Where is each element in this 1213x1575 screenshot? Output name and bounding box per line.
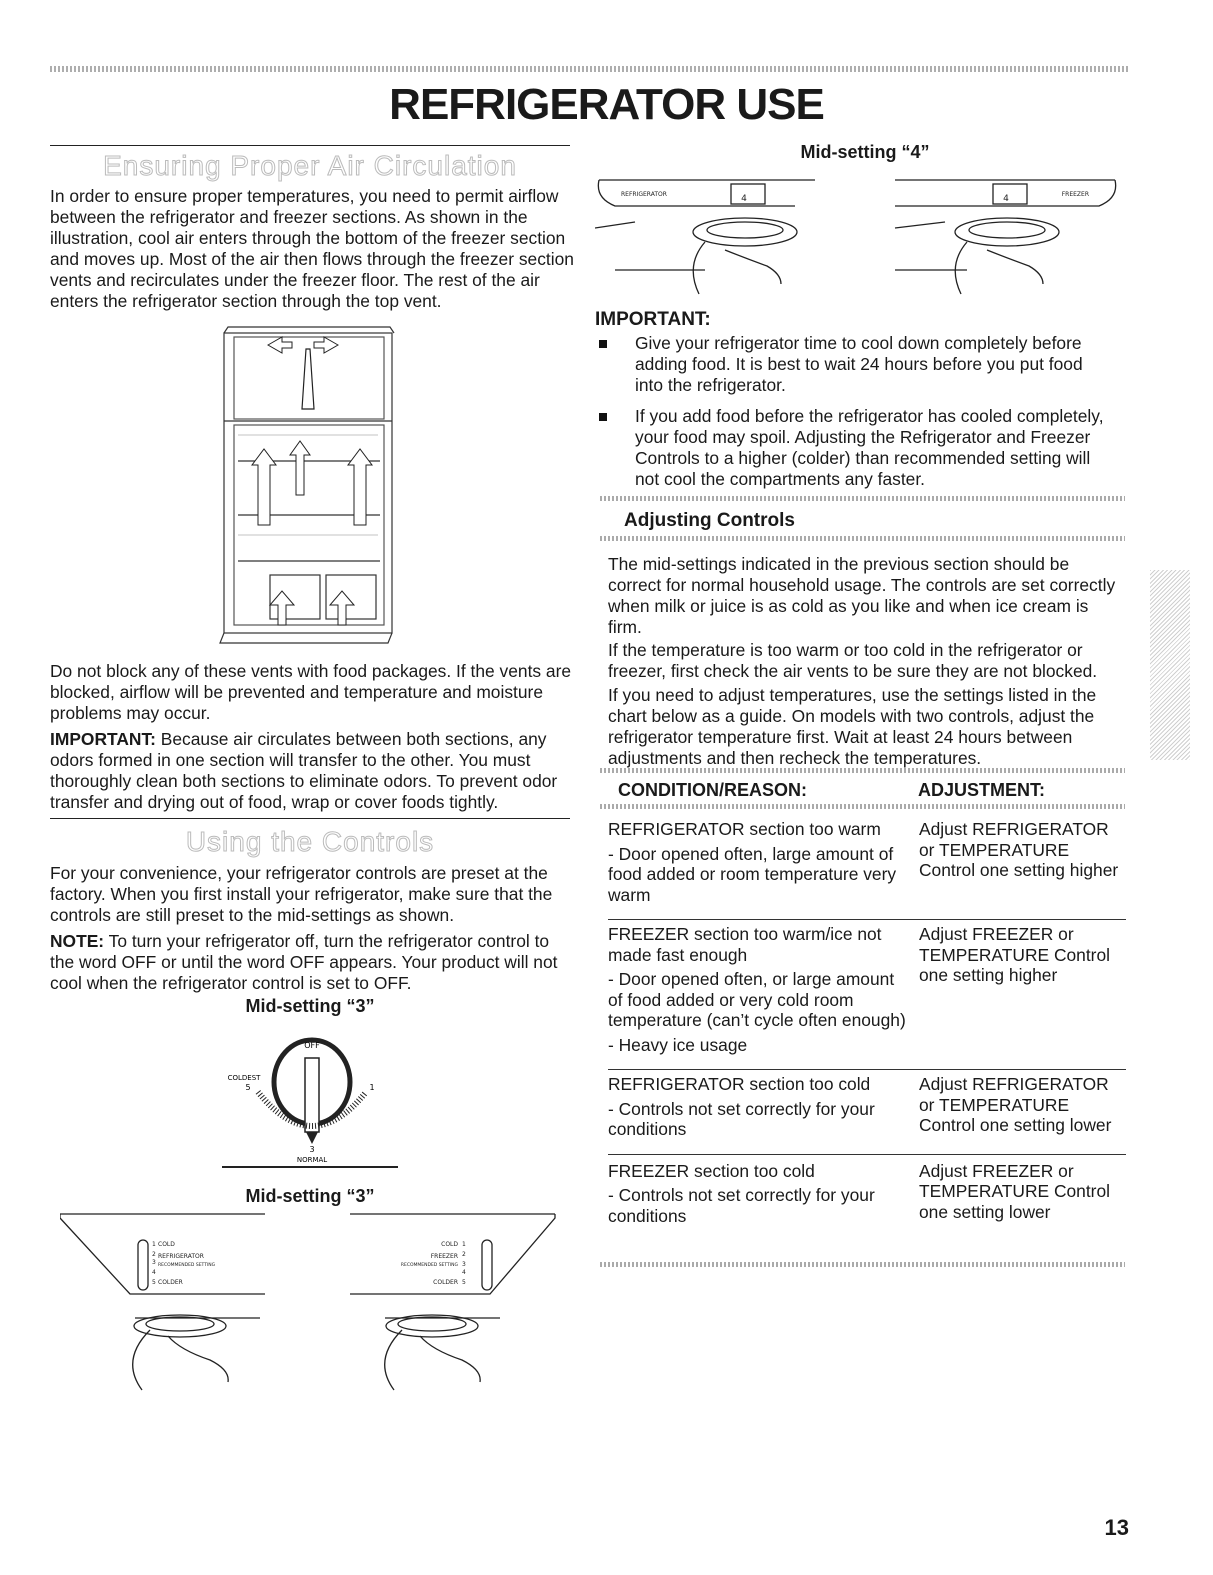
condition-cell [608,1154,919,1240]
panel-freezer-value: 4 [1003,194,1009,204]
adjustment-cell: Adjust REFRIGERATOR or TEMPERATURE Control one setting higher [919,815,1126,920]
dial-5-label: 5 [245,1083,251,1092]
important-odor-paragraph [50,729,575,813]
right-slider-freezer: FREEZER [430,1253,458,1260]
right-slider-2: 2 [462,1251,466,1258]
important-odor-text: Because air circulates between both sections, any odors formed in one section will transfer to the other. You must thoroughly clean both sections to eliminate odors. To prevent odor transfer and drying out of food, wrap or cover foods tightly. [50,729,558,812]
list-item: If you add food before the refrigerator has cooled completely, your food may spoil. Adjusting the Refrigerator and Freezer Controls to a higher (colder) than recommended setting will not cool the compartments any faster. [595,406,1115,490]
adjustment-cell: Adjust FREEZER or TEMPERATURE Control one setting higher [919,920,1126,1070]
right-slider-1: 1 [462,1241,466,1248]
section-rule [50,145,570,146]
dial-off-label: OFF [304,1041,320,1050]
note-text: To turn your refrigerator off, turn the refrigerator control to the word OFF or until the word OFF appears. Your product will not cool when the refrigerator control is set to OFF. [50,931,558,993]
table-row [608,920,1126,1070]
important-heading: IMPORTANT: [595,309,711,330]
note-paragraph [50,931,575,994]
adjustment-cell: Adjust FREEZER or TEMPERATURE Control one setting lower [919,1160,1111,1222]
dotted-rule [600,536,1125,541]
left-slider-colder: COLDER [158,1279,183,1286]
condition-reason: - Heavy ice usage [608,1034,748,1055]
panel-refrigerator-label: REFRIGERATOR [621,191,667,198]
left-slider-2: 2 [152,1251,156,1258]
condition-title: FREEZER section too warm/ice not made fast enough [608,924,882,965]
dotted-rule [600,804,1125,809]
page-number: 13 [1104,1515,1129,1540]
rotary-control-dial-illustration [220,1030,400,1170]
dial-coldest-label: COLDEST [227,1074,261,1082]
section-heading-using-controls: Using the Controls [185,826,435,857]
left-slider-5: 5 [152,1279,156,1286]
adjusting-p3: If you need to adjust temperatures, use the settings listed in the chart below as a guide. On models with two controls, adjust the refrigerator temperature first. Wait at least 24 hours between adjustments and then recheck the temperatures. [608,685,1097,768]
left-slider-recommended: RECOMMENDED SETTING [158,1263,216,1268]
column-header-adjustment: ADJUSTMENT: [918,780,1046,800]
table-row [608,1154,1126,1240]
dotted-rule [600,768,1125,773]
caption-slider-mid-setting: Mid-setting “3” [245,1186,375,1206]
caption-mid-setting-4: Mid-setting “4” [800,142,930,162]
column-header-condition: CONDITION/REASON: [618,780,807,800]
condition-title: REFRIGERATOR section too warm [608,819,881,839]
left-slider-4: 4 [152,1269,156,1276]
condition-reason: - Door opened often, large amount of food added or room temperature very warm [608,843,897,905]
adjustment-cell: Adjust REFRIGERATOR or TEMPERATURE Control one setting lower [919,1070,1126,1155]
condition-reason: - Controls not set correctly for your conditions [608,1185,875,1226]
dotted-rule [600,496,1125,501]
right-slider-colder: COLDER [433,1279,458,1286]
condition-cell [608,920,919,1070]
panel-freezer-label: FREEZER [1061,191,1089,198]
right-slider-3: 3 [462,1261,466,1268]
section-rule [50,818,570,819]
dial-3-label: 3 [309,1145,315,1154]
condition-title: FREEZER section too cold [608,1160,815,1181]
dial-underline [222,1166,398,1168]
list-item: Give your refrigerator time to cool down completely before adding food. It is best to wait 24 hours before you put food into the refrigerator. [595,333,1115,396]
mid-setting-4-illustration [595,170,1120,305]
adjusting-p2: If the temperature is too warm or too cold in the refrigerator or freezer, first check the air vents to be sure they are not blocked. [608,640,1098,681]
panel-refrigerator-value: 4 [741,194,747,204]
section-side-tab [1150,570,1190,760]
page-title: REFRIGERATOR USE [389,80,824,129]
right-slider-5: 5 [462,1279,466,1286]
vents-warning: Do not block any of these vents with food packages. If the vents are blocked, airflow will be prevented and temperature and moisture problems may occur. [50,661,572,723]
refrigerator-airflow-illustration [218,325,398,647]
left-slider-cold: COLD [158,1241,175,1248]
condition-title: REFRIGERATOR section too cold [608,1074,871,1094]
right-slider-4: 4 [462,1269,466,1276]
controls-intro: For your convenience, your refrigerator controls are preset at the factory. When you first install your refrigerator, make sure that the controls are still preset to the mid-settings as shown. [50,863,553,925]
condition-reason: - Controls not set correctly for your conditions [608,1098,875,1139]
dial-normal-label: NORMAL [296,1156,328,1164]
condition-cell [608,1070,919,1155]
left-slider-1: 1 [152,1241,156,1248]
condition-cell [608,815,919,920]
table-row [608,1070,1126,1155]
important-label: IMPORTANT: [50,729,156,749]
dial-1-label: 1 [369,1083,375,1092]
left-slider-3: 3 [152,1259,156,1266]
dotted-rule [600,1262,1125,1267]
adjusting-controls-heading: Adjusting Controls [624,510,795,531]
adjusting-p1: The mid-settings indicated in the previous section should be correct for normal household usage. The controls are set correctly when milk or juice is as cold as you like and when ice cream is firm. [608,554,1116,637]
table-row [608,815,1126,920]
note-label: NOTE: [50,931,105,951]
important-bullets [595,333,1115,500]
air-circulation-intro: In order to ensure proper temperatures, you need to permit airflow between the refrigerator and freezer sections. As shown in the illustration, cool air enters through the bottom of the freezer section and moves up. Most of the air then flows through the freezer section vents and recirculates under the freezer floor. The rest of the air enters the refrigerator section through the top vent. [50,186,574,311]
slider-controls-illustration [60,1210,560,1395]
right-slider-recommended: RECOMMENDED SETTING [400,1263,458,1268]
adjustment-table [608,815,1126,1240]
section-heading-air-circulation: Ensuring Proper Air Circulation [103,150,517,181]
condition-reason: - Door opened often, or large amount of food added or very cold room temperature (can’t cycle often enough) [608,969,906,1030]
caption-dial-mid-setting: Mid-setting “3” [245,996,375,1016]
right-slider-cold: COLD [441,1241,458,1248]
top-dotted-border [50,66,1128,72]
left-slider-refrigerator: REFRIGERATOR [158,1253,204,1260]
